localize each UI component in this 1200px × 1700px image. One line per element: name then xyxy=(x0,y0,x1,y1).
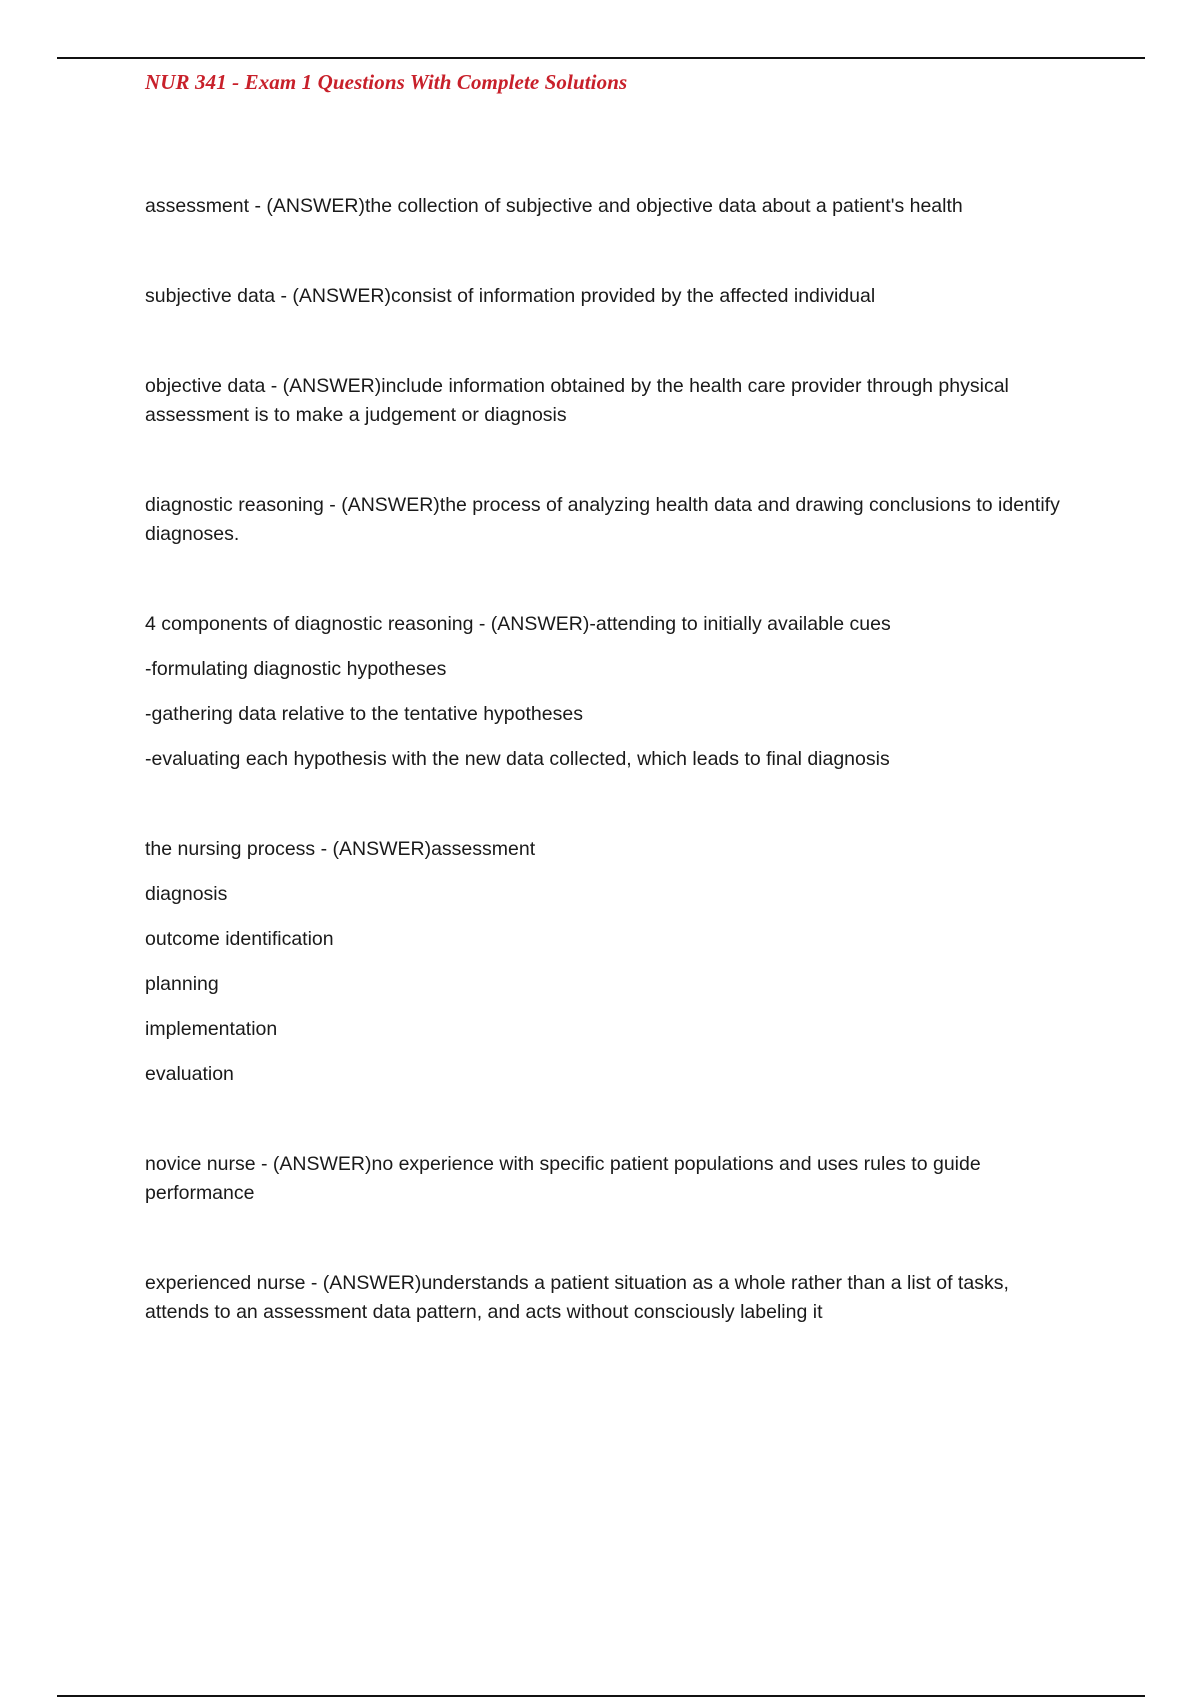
qa-entry-diagnostic-reasoning-components xyxy=(145,610,1075,774)
qa-text: 4 components of diagnostic reasoning - (ANSWER)-attending to initially available cues xyxy=(145,613,891,635)
qa-text: the nursing process - (ANSWER)assessment xyxy=(145,838,536,860)
qa-text: experienced nurse - (ANSWER)understands a patient situation as a whole rather than a list of tasks, attends to an assessment data pattern, and acts without consciously labeling it xyxy=(145,1272,1009,1323)
qa-entry-nursing-process xyxy=(145,835,1075,1089)
qa-list-line: planning xyxy=(145,973,219,995)
qa-entry-novice-nurse xyxy=(145,1150,1075,1208)
qa-text: subjective data - (ANSWER)consist of information provided by the affected individual xyxy=(145,285,876,307)
qa-list-line: -gathering data relative to the tentative hypotheses xyxy=(145,703,583,725)
qa-list-line: implementation xyxy=(145,1018,278,1040)
qa-entry-assessment xyxy=(145,192,1075,221)
qa-text: diagnostic reasoning - (ANSWER)the process of analyzing health data and drawing conclusions to identify diagnoses. xyxy=(145,494,1060,545)
qa-list-line: -formulating diagnostic hypotheses xyxy=(145,658,447,680)
header-rule xyxy=(57,57,1145,59)
qa-text: objective data - (ANSWER)include information obtained by the health care provider through physical assessment is to make a judgement or diagnosis xyxy=(145,375,1009,426)
qa-entry-diagnostic-reasoning xyxy=(145,491,1075,549)
qa-entry-subjective-data xyxy=(145,282,1075,311)
qa-entry-experienced-nurse xyxy=(145,1269,1075,1327)
document-title: NUR 341 - Exam 1 Questions With Complete Solutions xyxy=(145,70,628,94)
qa-list-line: diagnosis xyxy=(145,883,228,905)
qa-list-line: evaluation xyxy=(145,1063,234,1085)
qa-entry-objective-data xyxy=(145,372,1075,430)
qa-text: assessment - (ANSWER)the collection of subjective and objective data about a patient's health xyxy=(145,195,963,217)
qa-list-line: outcome identification xyxy=(145,928,334,950)
document-body xyxy=(145,192,1075,1388)
footer-rule xyxy=(57,1695,1145,1697)
qa-text: novice nurse - (ANSWER)no experience with specific patient populations and uses rules to guide performance xyxy=(145,1153,981,1204)
qa-list-line: -evaluating each hypothesis with the new data collected, which leads to final diagnosis xyxy=(145,748,890,770)
